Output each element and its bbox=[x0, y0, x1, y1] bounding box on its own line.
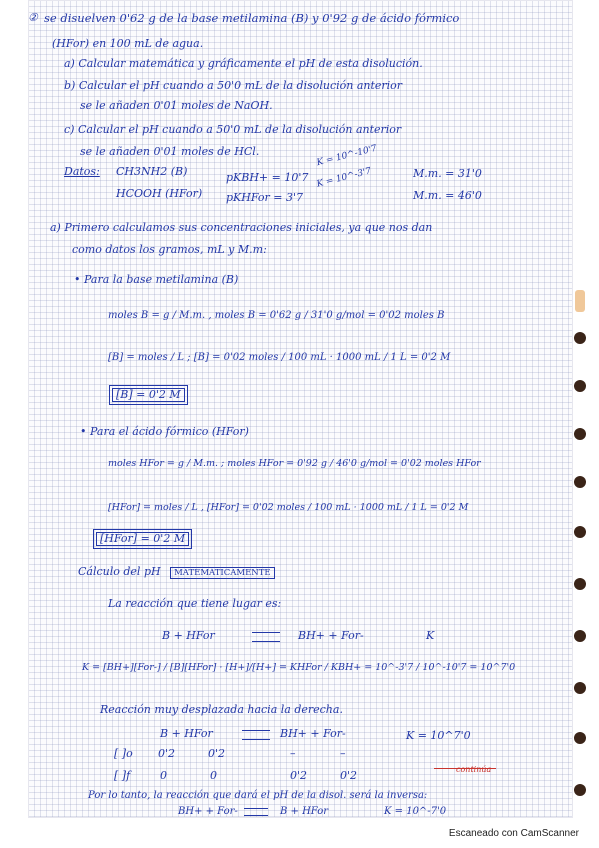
acid-moles-equation: moles HFor = g / M.m. ; moles HFor = 0'92 g / 46'0 g/mol = 0'02 moles HFor bbox=[108, 458, 481, 469]
scan-footer bbox=[0, 818, 599, 848]
problem-line-4: b) Calcular el pH cuando a 50'0 mL de la disolución anterior bbox=[64, 79, 403, 92]
shift-note: Reacción muy desplazada hacia la derecha. bbox=[100, 703, 343, 716]
datos-base-mm: M.m. = 31'0 bbox=[413, 167, 482, 180]
row-final-hfor: 0 bbox=[210, 769, 217, 782]
row-initial-for: – bbox=[340, 747, 346, 760]
acid-concentration-equation: [HFor] = moles / L , [HFor] = 0'02 moles / 100 mL · 1000 mL / 1 L = 0'2 M bbox=[108, 502, 469, 513]
inverse-left: BH+ + For- bbox=[178, 806, 238, 817]
binder-hole-icon bbox=[574, 732, 586, 744]
binder-tab-icon bbox=[575, 290, 585, 312]
notebook-page bbox=[28, 0, 573, 818]
table-k: K = 10^7'0 bbox=[406, 729, 471, 742]
base-moles-equation: moles B = g / M.m. , moles B = 0'62 g / 31'0 g/mol = 0'02 moles B bbox=[108, 310, 445, 321]
equilibrium-arrow-icon bbox=[252, 632, 280, 642]
datos-base-pk: pKBH+ = 10'7 bbox=[226, 171, 309, 184]
table-equilibrium-arrow-icon bbox=[242, 730, 270, 740]
problem-number-icon: ② bbox=[28, 11, 38, 24]
problem-line-3: a) Calcular matemática y gráficamente el pH de esta disolución. bbox=[64, 57, 423, 70]
row-final-for: 0'2 bbox=[340, 769, 358, 782]
row-initial-bh: – bbox=[290, 747, 296, 760]
row-initial-hfor: 0'2 bbox=[208, 747, 226, 760]
table-reaction-left: B + HFor bbox=[160, 727, 213, 740]
conclusion-line: Por lo tanto, la reacción que dará el pH de la disol. será la inversa: bbox=[88, 790, 428, 801]
reaction-left: B + HFor bbox=[162, 629, 215, 642]
inverse-equilibrium-arrow-icon bbox=[244, 808, 268, 816]
reaction-intro: La reacción que tiene lugar es: bbox=[108, 597, 282, 610]
problem-line-5: se le añaden 0'01 moles de NaOH. bbox=[80, 99, 273, 112]
binder-hole-icon bbox=[574, 578, 586, 590]
datos-base-formula: CH3NH2 (B) bbox=[116, 165, 188, 178]
base-result-box: [B] = 0'2 M bbox=[112, 388, 185, 402]
acid-heading: • Para el ácido fórmico (HFor) bbox=[80, 425, 249, 438]
part-a-line-2: como datos los gramos, mL y M.m: bbox=[72, 243, 267, 256]
reaction-right: BH+ + For- bbox=[298, 629, 364, 642]
continua-arrow-icon bbox=[434, 768, 496, 769]
datos-acid-pk: pKHFor = 3'7 bbox=[226, 191, 303, 204]
row-final-label: [ ]f bbox=[114, 769, 131, 782]
base-concentration-equation: [B] = moles / L ; [B] = 0'02 moles / 100 mL · 1000 mL / 1 L = 0'2 M bbox=[108, 352, 451, 363]
row-final-bh: 0'2 bbox=[290, 769, 308, 782]
row-initial-label: [ ]o bbox=[114, 747, 133, 760]
inverse-right: B + HFor bbox=[280, 806, 328, 817]
datos-acid-mm: M.m. = 46'0 bbox=[413, 189, 482, 202]
datos-acid-formula: HCOOH (HFor) bbox=[116, 187, 203, 200]
binder-hole-icon bbox=[574, 682, 586, 694]
row-final-b: 0 bbox=[160, 769, 167, 782]
base-heading: • Para la base metilamina (B) bbox=[74, 273, 239, 286]
binder-hole-icon bbox=[574, 428, 586, 440]
table-reaction-right: BH+ + For- bbox=[280, 727, 346, 740]
k-expression: K = [BH+][For-] / [B][HFor] · [H+]/[H+] = KHFor / KBH+ = 10^-3'7 / 10^-10'7 = 10^7'0 bbox=[82, 662, 516, 673]
datos-base-k: K = 10^-10'7 bbox=[315, 143, 378, 169]
problem-line-1: se disuelven 0'62 g de la base metilamina (B) y 0'92 g de ácido fórmico bbox=[44, 11, 460, 25]
binder-hole-icon bbox=[574, 332, 586, 344]
camscanner-watermark: Escaneado con CamScanner bbox=[448, 828, 579, 839]
calc-heading bbox=[78, 566, 275, 579]
reaction-k: K bbox=[426, 629, 435, 642]
binder-hole-icon bbox=[574, 380, 586, 392]
binder-hole-icon bbox=[574, 526, 586, 538]
calc-heading-text: Cálculo del pH bbox=[78, 565, 161, 578]
row-initial-b: 0'2 bbox=[158, 747, 176, 760]
binder-hole-icon bbox=[574, 630, 586, 642]
acid-result-box: [HFor] = 0'2 M bbox=[96, 532, 189, 546]
calc-heading-box: MATEMÁTICAMENTE bbox=[170, 567, 275, 579]
datos-acid-k: K = 10^-3'7 bbox=[315, 166, 373, 190]
problem-line-2: (HFor) en 100 mL de agua. bbox=[52, 37, 204, 50]
problem-line-7: se le añaden 0'01 moles de HCl. bbox=[80, 145, 260, 158]
datos-label: Datos: bbox=[64, 165, 100, 178]
part-a-line-1: a) Primero calculamos sus concentraciones iniciales, ya que nos dan bbox=[50, 221, 433, 234]
inverse-k: K = 10^-7'0 bbox=[384, 806, 447, 817]
binder-hole-icon bbox=[574, 784, 586, 796]
problem-line-6: c) Calcular el pH cuando a 50'0 mL de la disolución anterior bbox=[64, 123, 402, 136]
binder-hole-icon bbox=[574, 476, 586, 488]
continua-note: continúa bbox=[456, 765, 492, 774]
